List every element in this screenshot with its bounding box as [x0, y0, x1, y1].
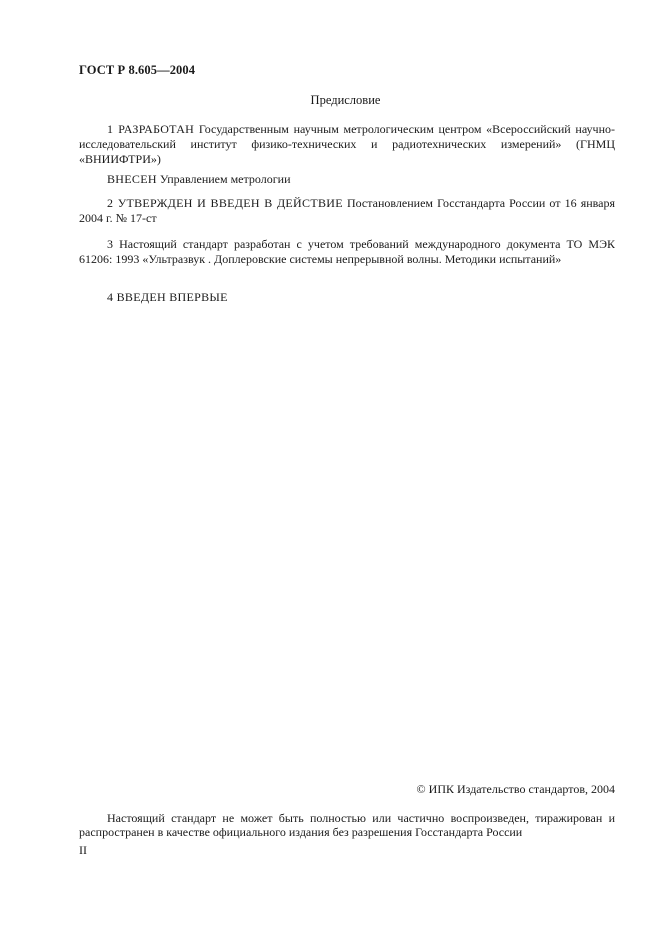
- document-id: ГОСТ Р 8.605—2004: [79, 63, 196, 77]
- page-number: II: [79, 843, 87, 857]
- foreword-title: Предисловие: [310, 93, 381, 107]
- foreword-item-introduced: [79, 172, 615, 187]
- foreword-item-based-on: 3 Настоящий стандарт разработан с учетом требований международного документа ТО МЭК 61206: 1993 «Ультразвук . Доплеровские системы непрерывной волны. Методики испытаний»: [79, 237, 615, 266]
- developed-lead: 1 РАЗРАБОТАН: [107, 122, 195, 136]
- approved-lead: 2 УТВЕРЖДЕН И ВВЕДЕН В ДЕЙСТВИЕ: [107, 196, 343, 210]
- foreword-item-approved: [79, 196, 615, 226]
- foreword-item-developed: [79, 122, 615, 167]
- introduced-lead: ВНЕСЕН: [107, 172, 157, 186]
- approved-text: Постановлением Госстандарта России от 16 января 2004 г. № 17-ст: [79, 196, 616, 225]
- introduced-text: Управлением метрологии: [159, 172, 291, 186]
- foreword-item-first-introduced: 4 ВВЕДЕН ВПЕРВЫЕ: [107, 290, 228, 304]
- copyright-line: © ИПК Издательство стандартов, 2004: [416, 782, 615, 796]
- developed-text: Государственным научным метрологическим центром «Всероссийский научно-исследовательский институт физико-технических и радиотехнических измерений» (ГНМЦ «ВНИИФТРИ»): [79, 122, 616, 166]
- reproduction-notice: Настоящий стандарт не может быть полностью или частично воспроизведен, тиражирован и распространен в качестве официального издания без разрешения Госстандарта России: [79, 811, 615, 839]
